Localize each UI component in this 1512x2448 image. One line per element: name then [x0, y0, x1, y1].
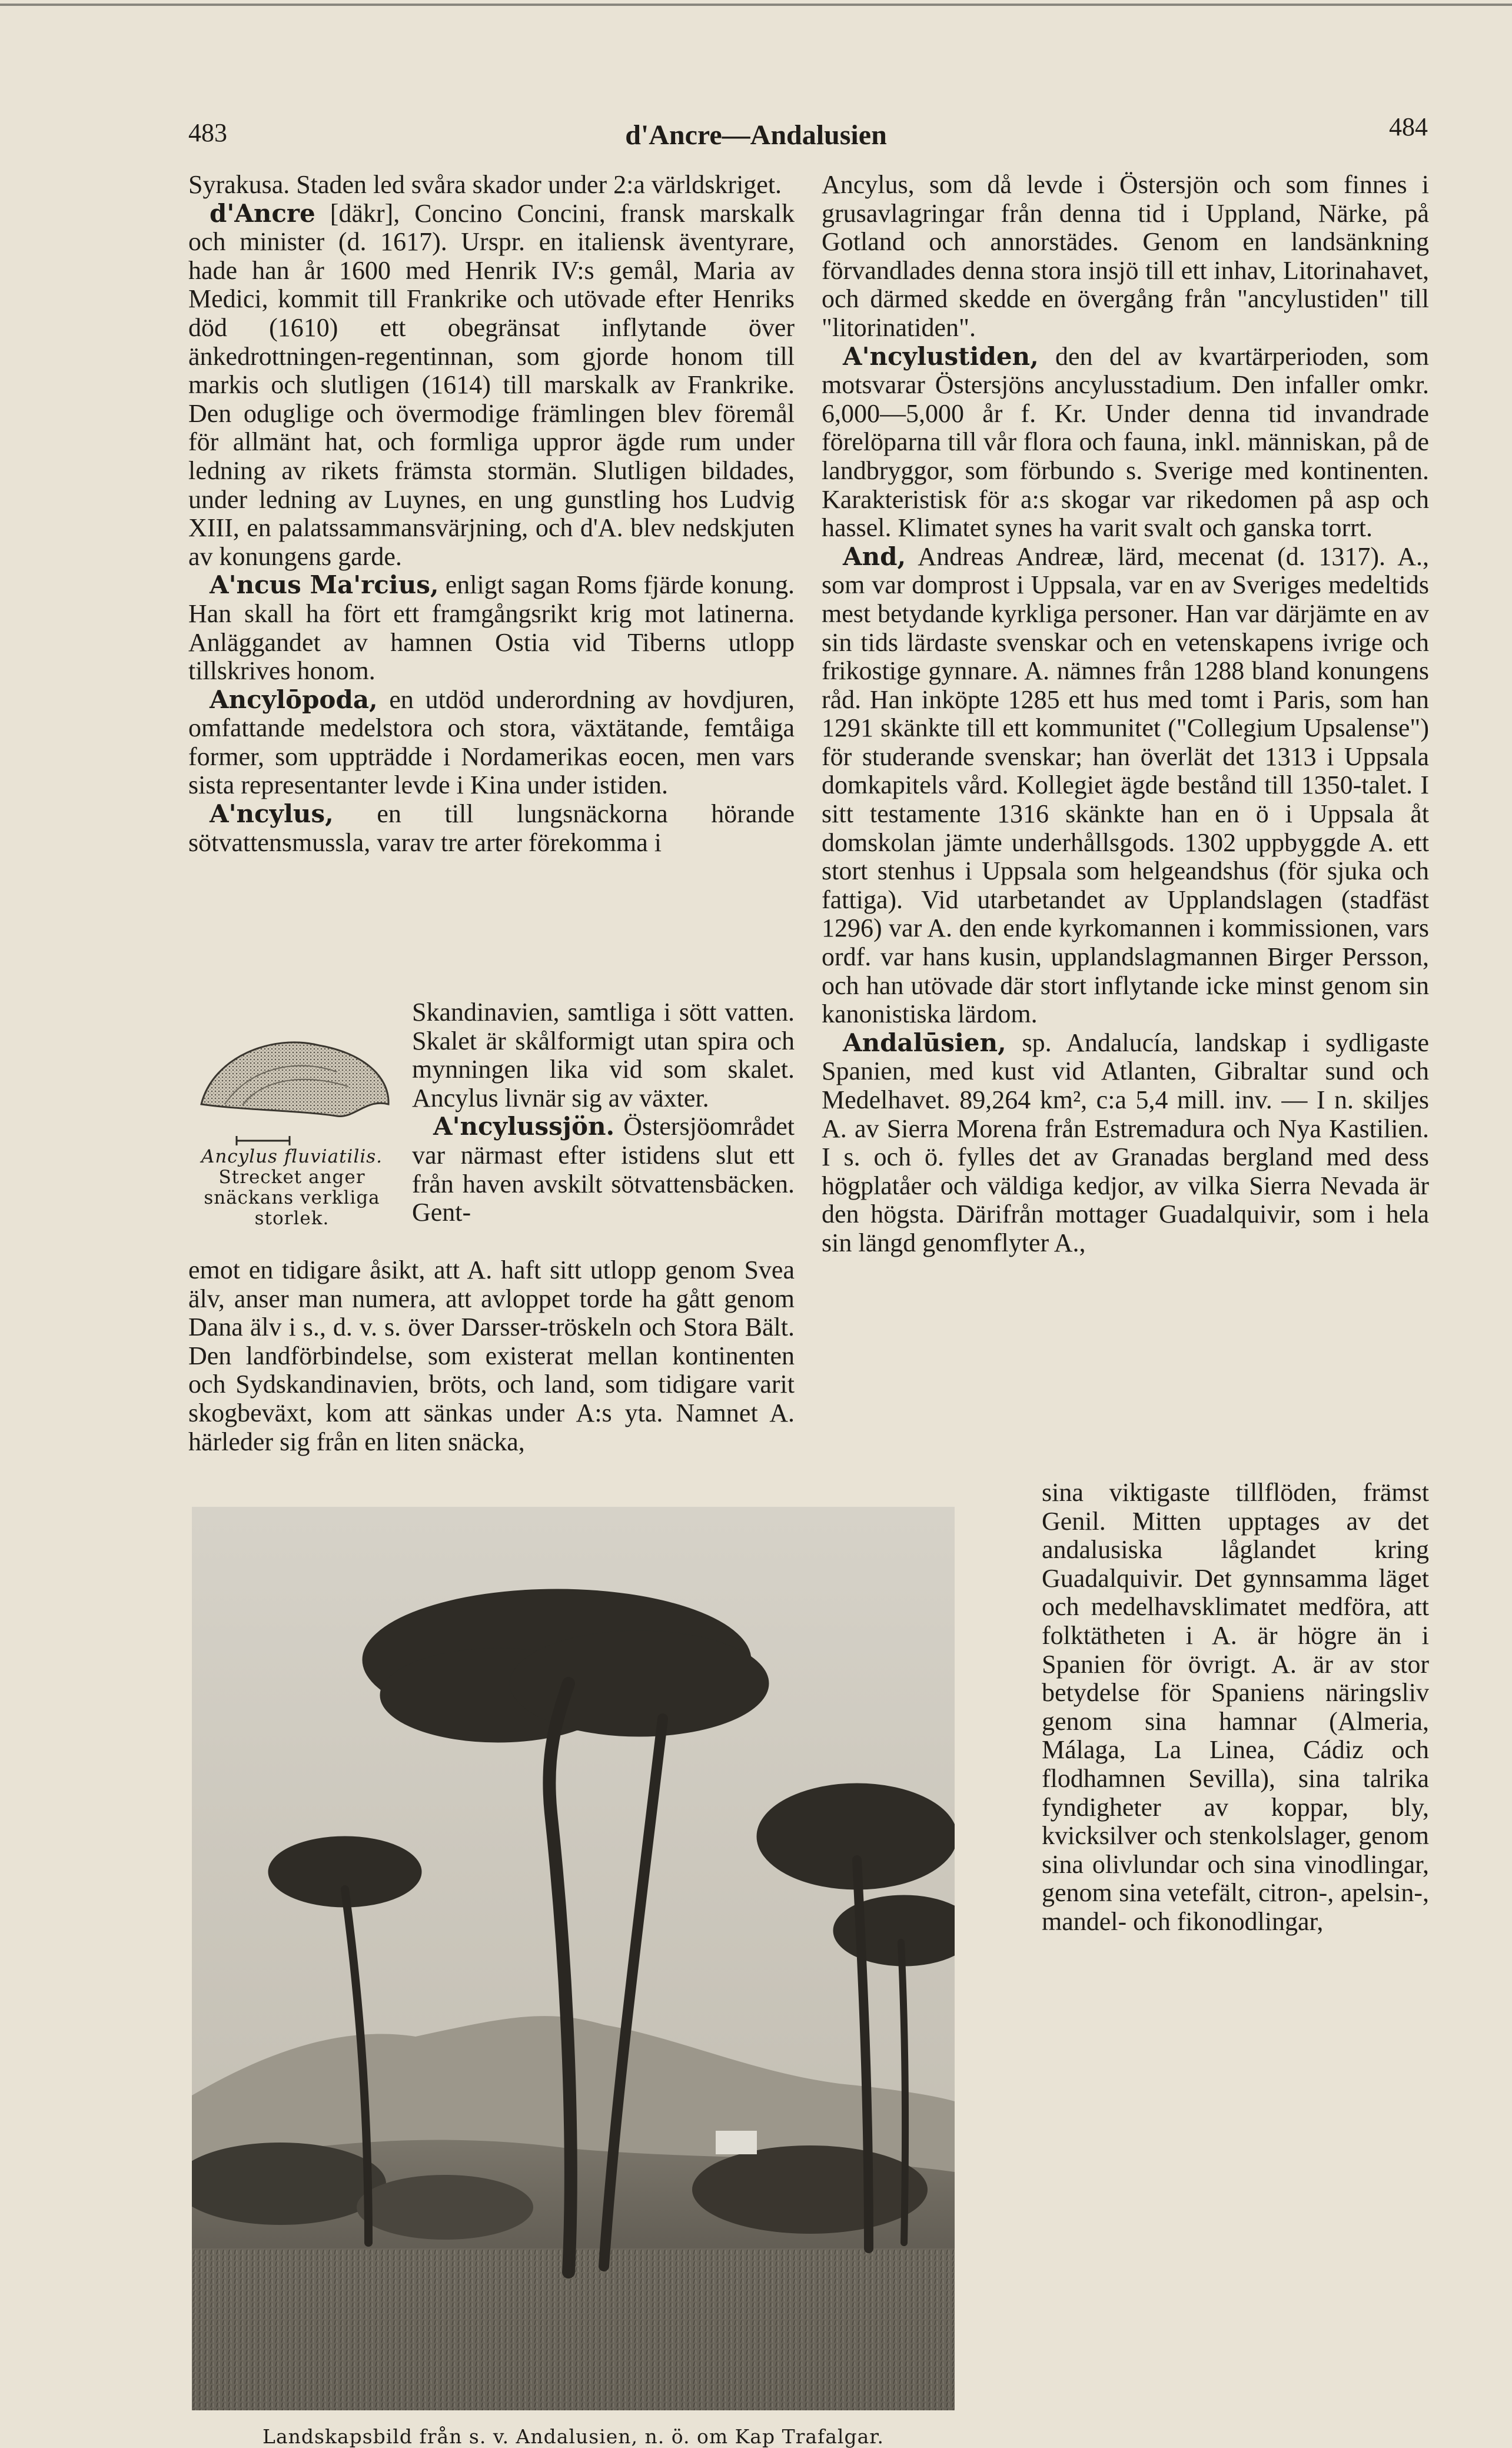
- entry-text: en utdöd underordning av hovdjuren, omfattande medelstora och stora, växtätande, femtåiga former, som uppträdde i Nordamerikas eocen, men vars sista representanter levde i Kina under istiden.: [188, 685, 795, 800]
- headword: A'ncylustiden,: [843, 341, 1039, 371]
- entry-text: den del av kvartärperioden, som motsvarar Östersjöns ancylusstadium. Den infaller omkr. 6,000—5,000 år f. Kr. Under denna tid invandrade förelöparna till vår flora och fauna, inkl. människan, på de landbryggor, som förbundo s. Sverige med kontinenten. Karakteristisk för a:s skogar var rikedomen på asp och hassel. Klimatet synes ha varit svalt och ganska torrt.: [822, 341, 1429, 543]
- entry-text: sp. Andalucía, landskap i sydligaste Spanien, med kust vid Atlanten, Gibraltar sund och Medelhavet. 89,264 km², c:a 5,4 mill. inv. — I n. skiljes A. av Sierra Morena från Estremadura och Nya Kastilien. I s. och ö. fylles det av Granadas bergland med dess högplatåer och väldiga kedjor, av vilka Sierra Nevada är den högsta. Därifrån mottager Guadalquivir, som i hela sin längd genomflyter A.,: [822, 1028, 1429, 1257]
- entry-text: emot en tidigare åsikt, att A. haft sitt utlopp genom Svea älv, anser man numera, att avloppet torde ha gått genom Dana älv i s., d. v. s. över Darsser-tröskeln och Stora Bält. Den landförbindelse, som existerat mellan kontinenten och Sydskandinavien, bröts, och land, som tidigare varit skogbeväxt, kom att sänkas under A:s yta. Namnet A. härleder sig från en liten snäcka,: [188, 1255, 795, 1456]
- left-column-continued: [188, 1256, 795, 1456]
- shell-icon: [190, 1016, 410, 1151]
- photo-caption: Landskapsbild från s. v. Andalusien, n. ö. om Kap Trafalgar.: [262, 2425, 884, 2448]
- entry-text: sina viktigaste tillflöden, främst Genil. Mitten upptages av det andalusiska låglandet kring Guadalquivir. Det gynnsamma läget och medelhavsklimatet medföra, att folktätheten i A. är högre än i Spanien för övrigt. A. är av stor betydelse för Spaniens näringsliv genom sina hamnar (Almeria, Málaga, La Linea, Cádiz och flodhamnen Sevilla), sina talrika fyndigheter av koppar, bly, kvicksilver och stenkolslager, genom sina olivlundar och sina vinodlingar, genom sina vetefält, citron-, apelsin-, mandel- och fikonodlingar,: [1042, 1478, 1429, 1936]
- shell-caption: [180, 1147, 404, 1229]
- beside-shell-text: [412, 998, 795, 1227]
- entry-dancre: [188, 200, 795, 572]
- entry-ancylus: [188, 800, 795, 857]
- headword: Ancylōpoda,: [210, 685, 378, 714]
- entry-text: Andreas Andreæ, lärd, mecenat (d. 1317). A., som var domprost i Uppsala, var en av Sveriges medeltids mest betydande kyrkliga personer. Han var därjämte en av sin tids lärdaste svenskar och en vetenskapens ivrige och frikostige gynnare. A. nämnes från 1288 bland konungens råd. Han inköpte 1285 ett hus med tomt i Paris, som han 1291 skänkte till ett kommunitet ("Collegium Upsalense") för studerande svenskar; han överlät det 1313 i Uppsala domkapitels vård. Kollegiet ägde bestånd till 1350-talet. I sitt testamente 1316 skänkte han en ö i Uppsala åt domskolan jämte underhållsgods. 1302 uppbyggde A. ett stort stenhus i Uppsala som helgeandshus (för sjuka och fattiga). Vid utarbetandet av Upplandslagen (stadfäst 1296) var A. den ende kyrkomannen i kommissionen, vars ordf. var hans kusin, upplandslagmannen Birger Persson, och han utövade där stort inflytande icke minst genom sin kanonistiska lärdom.: [822, 542, 1429, 1029]
- right-narrow-column: [1042, 1479, 1429, 1937]
- landscape-photo: [192, 1507, 955, 2410]
- page-number-right: 484: [1389, 112, 1428, 141]
- andalusia-landscape-photo: [192, 1507, 955, 2410]
- headword: A'ncylussjön.: [433, 1112, 615, 1141]
- entry-and: [822, 543, 1429, 1029]
- entry-ancylussjon: [412, 1112, 795, 1227]
- ancylus-shell-illustration: [190, 1016, 410, 1151]
- headword: A'ncylus,: [210, 799, 334, 829]
- page-top-rule: [0, 4, 1512, 6]
- entry-text: Ancylus, som då levde i Östersjön och som finnes i grusavlagringar från denna tid i Uppland, Närke, på Gotland och annorstädes. Genom en landsänkning förvandlades denna stora insjö till ett inhav, Litorinahavet, och därmed skedde en övergång från "ancylustiden" till "litorinatiden".: [822, 170, 1429, 342]
- headword: And,: [843, 542, 906, 571]
- entry-andalusien: [822, 1029, 1429, 1258]
- running-head: d'Ancre—Andalusien: [625, 119, 887, 151]
- entry-text: enligt sagan Roms fjärde konung. Han skall ha fört ett framgångsrikt krig mot latinerna. Anläggandet av hamnen Ostia vid Tiberns utlopp tillskrives honom.: [188, 570, 795, 686]
- entry-text: [däkr], Concino Concini, fransk marskalk och minister (d. 1617). Urspr. en italiensk äventyrare, hade han år 1600 med Henrik IV:s gemål, Maria av Medici, kommit till Frankrike och utövade efter Henriks död (1610) ett obegränsat inflytande över änkedrottningen-regentinnan, som gjorde honom till markis och slutligen (1614) till marskalk av Frankrike. Den oduglige och övermodige främlingen blev föremål för allmänt hat, och formliga uppror ägde rum under ledning av rikets främsta stormän. Slutligen bildades, under ledning av Luynes, en ung gunstling hos Ludvig XIII, en palatssammansvärjning, och d'A. blev nedskjuten av konungens garde.: [188, 198, 795, 571]
- entry-ancus-marcius: [188, 571, 795, 685]
- right-column: [822, 171, 1429, 1258]
- headword: d'Ancre: [210, 198, 315, 228]
- left-column: [188, 171, 795, 857]
- entry-text: Östersjöområdet var närmast efter istidens slut ett från haven avskilt sötvattensbäcken. Gent-: [412, 1112, 795, 1227]
- entry-text: en till lungsnäckorna hörande sötvattensmussla, varav tre arter förekomma i: [188, 799, 795, 857]
- entry-continuation: [822, 171, 1429, 343]
- entry-ancylopoda: [188, 686, 795, 800]
- shell-caption-text: Strecket anger snäckans verkliga storlek.: [204, 1167, 380, 1229]
- entry-text: Syrakusa. Staden led svåra skador under 2:a världskriget.: [188, 170, 782, 199]
- page-number-left: 483: [188, 118, 227, 147]
- shell-caption-title: Ancylus fluviatilis.: [201, 1146, 383, 1167]
- entry-text: Skandinavien, samtliga i sött vatten. Skalet är skålformigt utan spira och mynningen lika vid som skalet. Ancylus livnär sig av växter.: [412, 998, 795, 1112]
- headword: Andalūsien,: [843, 1028, 1006, 1057]
- entry-ancylustiden: [822, 343, 1429, 543]
- entry-continuation: [188, 171, 795, 200]
- headword: A'ncus Ma'rcius,: [210, 570, 439, 600]
